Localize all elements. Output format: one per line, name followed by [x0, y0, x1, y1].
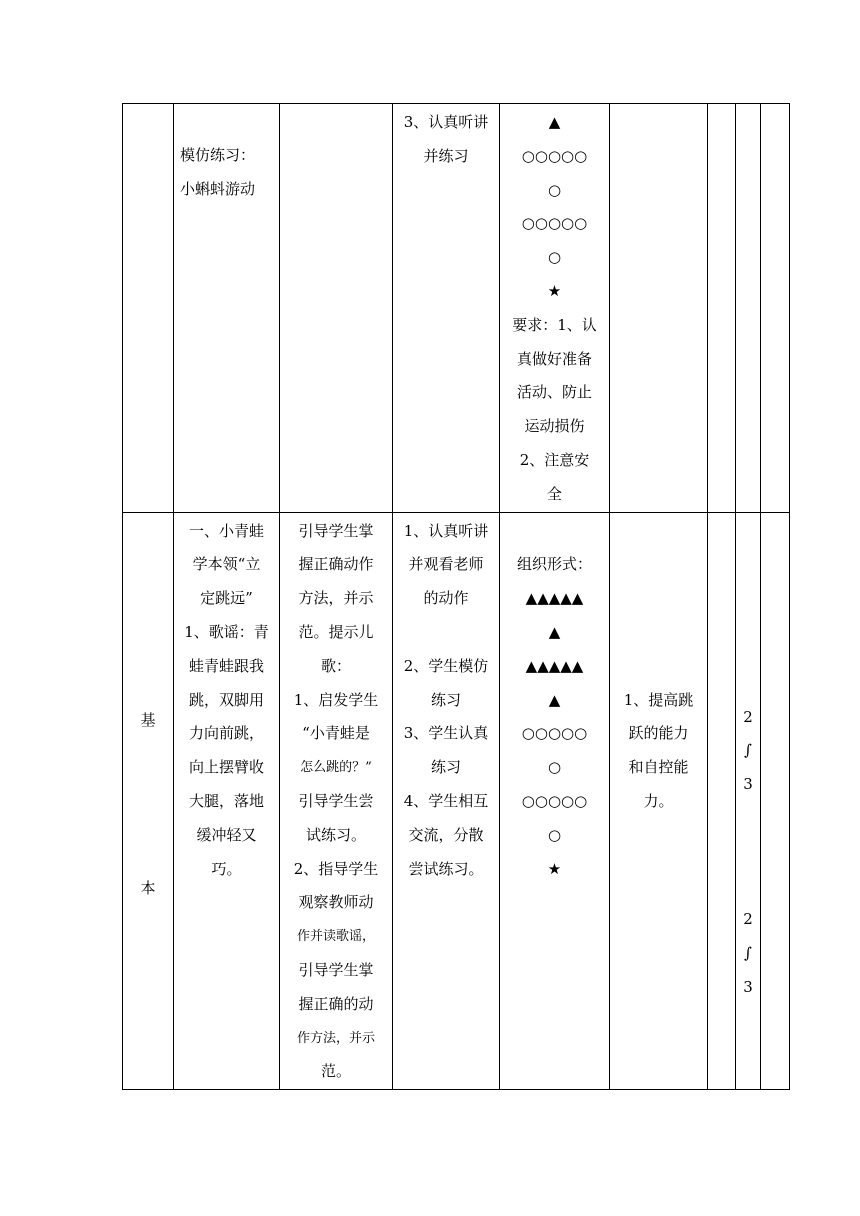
time-range-value: 3: [743, 977, 753, 996]
student-formation-triangles: ▲: [548, 622, 561, 641]
section-label-char: 基: [140, 710, 156, 729]
student-formation-circles: ○: [547, 825, 562, 844]
student-formation-circles: ○○○○○: [521, 724, 588, 743]
content-line: 小蝌蚪游动: [180, 179, 256, 198]
student-formation-circles: ○○○○○: [521, 214, 588, 233]
student-formation-circles: ○: [547, 758, 562, 777]
student-formation-circles: ○: [547, 248, 562, 267]
content-line: 缓冲轻又: [196, 825, 257, 844]
requirement-line: 要求：1、认: [512, 315, 597, 334]
student-line: 交流，分散: [408, 825, 484, 844]
time-cell-1: [736, 104, 761, 513]
content-line: 大腿，落地: [188, 791, 264, 810]
student-line: 并观看老师: [408, 555, 484, 574]
student-cell-2: [393, 512, 500, 1090]
goal-line: 力。: [643, 791, 674, 810]
extra-cell-2a: [708, 512, 736, 1090]
content-line: 1、歌谣：青: [184, 622, 269, 641]
organization-label: 组织形式：: [516, 555, 592, 574]
goal-cell-2: [610, 512, 708, 1090]
content-line: 跳，双脚用: [188, 690, 264, 709]
content-line: 巧。: [211, 859, 242, 878]
student-formation-circles: ○○○○○: [521, 791, 588, 810]
content-line: 一、小青蛙: [188, 521, 264, 540]
organization-cell-1: [500, 104, 610, 513]
requirement-line: 全: [546, 484, 562, 503]
lesson-plan-table: [122, 103, 790, 1090]
content-cell-1: [174, 104, 280, 513]
student-formation-circles: ○○○○○: [521, 146, 588, 165]
section-label-char: 本: [140, 879, 156, 898]
teacher-line: 范。提示儿: [298, 622, 374, 641]
content-line: 学本领“立: [192, 555, 261, 574]
teacher-line: 2、指导学生: [293, 859, 379, 878]
teacher-line: 引导学生掌: [298, 960, 374, 979]
teacher-line: 作方法，并示: [296, 1030, 375, 1046]
goal-line: 跃的能力: [628, 724, 689, 743]
extra-cell-1a: [708, 104, 736, 513]
goal-line: 和自控能: [628, 758, 689, 777]
student-line: 并练习: [423, 146, 469, 165]
extra-cell-1b: [761, 104, 790, 513]
organization-cell-2: [500, 512, 610, 1090]
content-cell-2: [174, 512, 280, 1090]
section-cell-1: [123, 104, 174, 513]
teacher-cell-1: [280, 104, 393, 513]
student-line: 练习: [430, 690, 461, 709]
table-row-1: [123, 104, 790, 513]
teacher-line: 试练习。: [305, 825, 366, 844]
requirement-line: 真做好准备: [516, 349, 592, 368]
time-range-symbol: ∫: [744, 943, 752, 962]
content-line: 力向前跳，: [188, 724, 264, 743]
student-line: 3、学生认真: [403, 724, 489, 743]
student-line: 练习: [430, 758, 461, 777]
time-range-value: 2: [743, 707, 753, 726]
teacher-line: 引导学生尝: [298, 791, 374, 810]
goal-line: 1、提高跳: [623, 690, 694, 709]
teacher-line: 方法，并示: [298, 589, 374, 608]
content-line: 蛙青蛙跟我: [188, 656, 264, 675]
teacher-position-triangle: ▲: [548, 113, 561, 131]
student-formation-triangles: ▲: [548, 690, 561, 709]
student-line: 4、学生相互: [403, 791, 489, 810]
teacher-line: 握正确的动: [298, 994, 374, 1013]
content-line: 向上摆臂收: [188, 758, 264, 777]
blank-line: [506, 515, 603, 549]
teacher-star: ★: [547, 859, 562, 878]
teacher-star: ★: [547, 281, 562, 300]
student-cell-1: [393, 104, 500, 513]
time-range-value: 3: [743, 775, 753, 794]
extra-cell-2b: [761, 512, 790, 1090]
requirement-line: 活动、防止: [516, 383, 592, 402]
section-cell-2: [123, 512, 174, 1090]
content-line: 定跳远”: [200, 589, 253, 608]
content-line: 模仿练习：: [180, 146, 256, 164]
student-line: 的动作: [423, 589, 469, 608]
time-range-symbol: ∫: [744, 741, 752, 760]
teacher-line: 引导学生掌: [298, 521, 374, 540]
student-line: 2、学生模仿: [403, 656, 489, 675]
student-line: 3、认真听讲: [403, 113, 489, 131]
teacher-line: 范。: [320, 1062, 351, 1081]
requirement-line: 2、注意安: [519, 450, 590, 469]
student-formation-triangles: ▲▲▲▲▲: [525, 656, 584, 675]
teacher-line: 歌：: [320, 656, 351, 675]
student-formation-triangles: ▲▲▲▲▲: [525, 589, 584, 608]
student-line: 尝试练习。: [408, 859, 484, 878]
goal-cell-1: [610, 104, 708, 513]
table-row-2: [123, 512, 790, 1090]
student-formation-circles: ○: [547, 180, 562, 199]
time-range-value: 2: [743, 909, 753, 928]
teacher-line: 怎么跳的？”: [300, 760, 372, 776]
time-cell-2: [736, 512, 761, 1090]
teacher-line: 观察教师动: [298, 893, 374, 912]
teacher-line: 握正确动作: [298, 555, 374, 574]
teacher-line: “小青蛙是: [302, 724, 370, 743]
teacher-cell-2: [280, 512, 393, 1090]
blank-line: [399, 616, 493, 650]
student-line: 1、认真听讲: [403, 521, 489, 540]
teacher-line: 1、启发学生: [293, 690, 379, 709]
teacher-line: 作并读歌谣，: [296, 929, 375, 945]
requirement-line: 运动损伤: [524, 417, 585, 436]
